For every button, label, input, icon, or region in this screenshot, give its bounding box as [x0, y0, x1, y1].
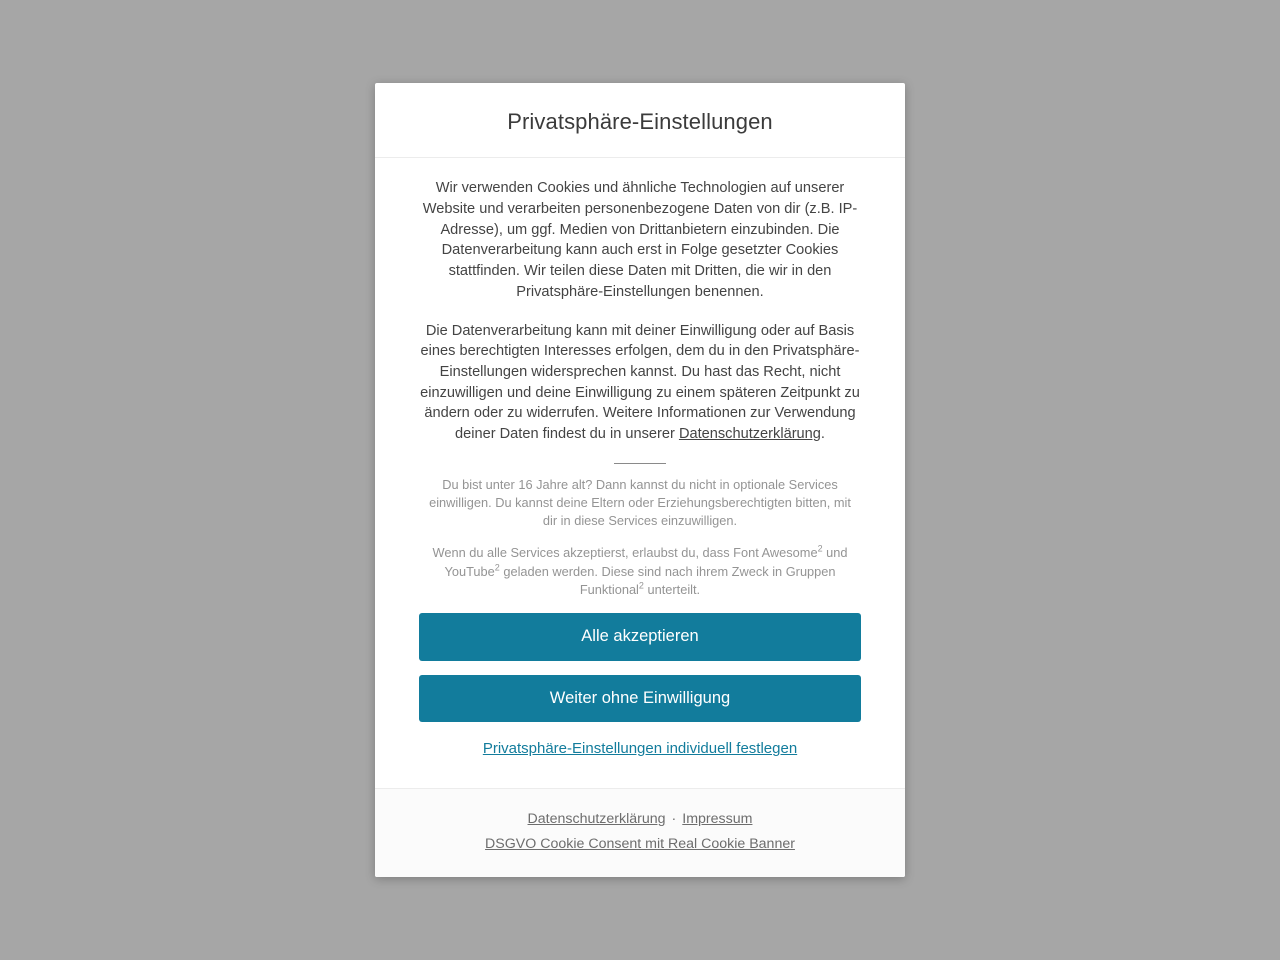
consent-paragraph-2-text: Die Datenverarbeitung kann mit deiner Einwilligung oder auf Basis eines berechtigten Interesses erfolgen, dem du in den Privatsphäre-Einstellungen widersprechen kannst. Du hast das Recht, nicht einzuwilligen und deine Einwilligung zu einem späteren Zeitpunkt zu ändern oder zu widerrufen. Weitere Informationen zur Verwendung deiner Daten findest du in unserer: [420, 322, 860, 443]
footer-imprint-link[interactable]: Impressum: [682, 811, 753, 828]
consent-paragraph-2-suffix: .: [820, 426, 825, 443]
footer-credit-row: [395, 832, 885, 857]
individual-settings-link[interactable]: Privatsphäre-Einstellungen individuell festlegen: [482, 740, 798, 758]
consent-paragraph-1: Wir verwenden Cookies und ähnliche Technologien auf unserer Website und verarbeiten personenbezogene Daten von dir (z.B. IP-Adresse), um ggf. Medien von Drittanbietern einzubinden. Die Datenverarbeitung kann auch erst in Folge gesetzter Cookies stattfinden. Wir teilen diese Daten mit Dritten, die wir in den Privatsphäre-Einstellungen benennen.: [422, 180, 858, 300]
page-title: Privatsphäre-Einstellungen: [507, 108, 773, 134]
age-notice: Du bist unter 16 Jahre alt? Dann kannst du nicht in optionale Services einwilligen. Du kannst deine Eltern oder Erziehungsberechtigten bitten, mit dir in diese Services einzuwilligen.: [429, 476, 851, 529]
services-notice-sup-1: 2: [817, 544, 823, 555]
continue-without-consent-button[interactable]: Weiter ohne Einwilligung: [419, 675, 861, 723]
footer-credit-link[interactable]: DSGVO Cookie Consent mit Real Cookie Banner: [485, 836, 795, 853]
services-notice-sup-2: 2: [494, 562, 500, 573]
footer-privacy-link[interactable]: Datenschutzerklärung: [527, 811, 666, 828]
dialog-body: [375, 158, 905, 788]
individual-settings-row: [419, 734, 861, 780]
consent-paragraph-2: [419, 321, 861, 445]
services-notice-part-2: und YouTube: [444, 545, 848, 579]
dialog-header: [375, 83, 905, 158]
footer-separator: ·: [671, 811, 677, 828]
privacy-policy-inline-link[interactable]: Datenschutzerklärung: [678, 426, 821, 443]
services-notice-part-4: unterteilt.: [643, 581, 701, 597]
services-notice: [419, 544, 861, 598]
services-notice-sup-3: 2: [638, 580, 644, 591]
privacy-settings-dialog: [375, 83, 905, 877]
dialog-footer: [375, 788, 905, 877]
divider: [614, 463, 666, 464]
footer-links-row: [395, 807, 885, 832]
services-notice-part-1: Wenn du alle Services akzeptierst, erlaubst du, dass Font Awesome: [432, 545, 818, 561]
accept-all-button[interactable]: Alle akzeptieren: [419, 613, 861, 661]
services-notice-part-3: geladen werden. Diese sind nach ihrem Zweck in Gruppen Funktional: [499, 563, 836, 597]
